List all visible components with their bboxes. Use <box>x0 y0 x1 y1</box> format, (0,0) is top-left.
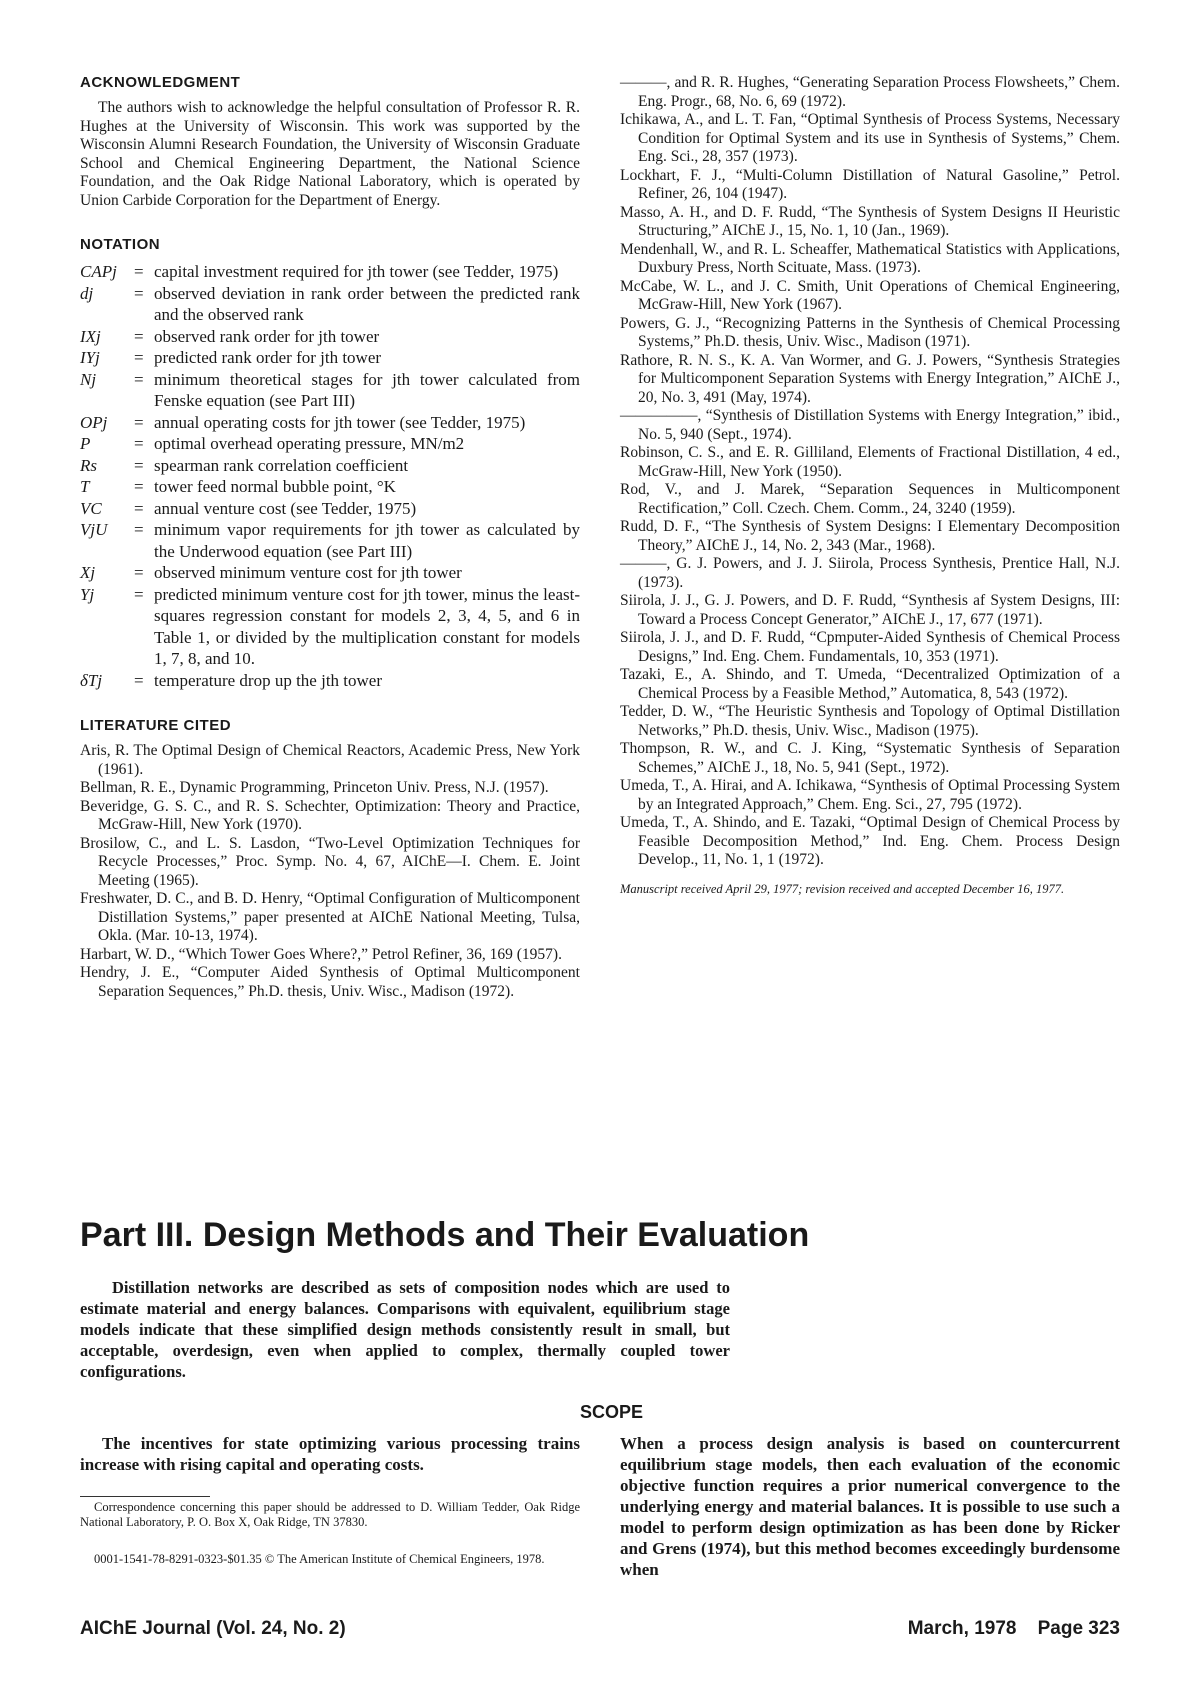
notation-equals: = <box>134 262 144 281</box>
notation-row <box>80 562 580 584</box>
notation-definition: minimum theoretical stages for jth tower calculated from Fenske equation (see Part III) <box>154 369 580 410</box>
acknowledgment-text: The authors wish to acknowledge the helpful consultation of Professor R. R. Hughes at the University of Wisconsin. This work was supported by the Wisconsin Alumni Research Foundation, the University of Wisconsin Graduate School and Chemical Engineering Department, the National Science Foundation, and the Oak Ridge National Laboratory, which is operated by Union Carbide Corporation for the Department of Energy. <box>80 99 580 209</box>
notation-symbol: T <box>80 477 90 496</box>
notation-symbol: IXj <box>80 326 101 346</box>
notation-definition: temperature drop up the jth tower <box>154 670 383 690</box>
notation-symbol: CAPj <box>80 262 117 281</box>
notation-definition: observed minimum venture cost for jth tower <box>154 563 462 582</box>
reference-list-left <box>80 742 580 1001</box>
left-column <box>80 74 580 1001</box>
abstract: Distillation networks are described as sets of composition nodes which are used to estimate material and energy balances. Comparisons with equivalent, equilibrium stage models indicate that these simplified design methods consistently result in small, but acceptable, overdesign, even when applied to complex, thermally coupled tower configurations. <box>80 1278 730 1381</box>
notation-symbol: Xj <box>80 563 96 582</box>
notation-list <box>80 261 580 691</box>
notation-equals: = <box>134 369 144 389</box>
notation-definition: observed deviation in rank order between the predicted rank and the observed rank <box>154 283 580 324</box>
reference-item: Rathore, R. N. S., K. A. Van Wormer, and G. J. Powers, “Synthesis Strategies for Multicomponent Separation Systems with Energy Integration,” AIChE J., 20, No. 3, 491 (May, 1974). <box>620 351 1120 406</box>
notation-symbol: OPj <box>80 412 108 432</box>
notation-definition: annual operating costs for jth tower (see Tedder, 1975) <box>154 412 526 432</box>
notation-equals: = <box>134 348 144 367</box>
reference-item: Robinson, C. S., and E. R. Gilliland, Elements of Fractional Distillation, 4 ed., McGraw-Hill, New York (1950). <box>620 444 1120 480</box>
reference-item: Lockhart, F. J., “Multi-Column Distillation of Natural Gasoline,” Petrol. Refiner, 26, 104 (1947). <box>620 166 1120 202</box>
notation-heading: NOTATION <box>80 236 161 253</box>
reference-item: Rudd, D. F., “The Synthesis of System Designs: I Elementary Decomposition Theory,” AIChE J., 14, No. 2, 343 (Mar., 1968). <box>620 518 1120 554</box>
reference-item: Siirola, J. J., G. J. Powers, and D. F. Rudd, “Synthesis af System Designs, III: Toward a Process Concept Generator,” AIChE J., 17, 677 (1971). <box>620 592 1120 628</box>
notation-symbol: Yj <box>80 584 95 604</box>
literature-heading: LITERATURE CITED <box>80 717 232 734</box>
notation-equals: = <box>134 563 144 582</box>
reference-item: Hendry, J. E., “Computer Aided Synthesis of Optimal Multicomponent Separation Sequences,” Ph.D. thesis, Univ. Wisc., Madison (1972). <box>80 964 580 1000</box>
notation-row <box>80 261 580 283</box>
notation-definition: optimal overhead operating pressure, MN/m2 <box>154 434 465 453</box>
notation-equals: = <box>134 455 144 475</box>
reference-item: Umeda, T., A. Shindo, and E. Tazaki, “Optimal Design of Chemical Process by Feasible Decomposition Method,” Ind. Eng. Chem. Process Design Develop., 11, No. 1, 1 (1972). <box>620 814 1120 868</box>
reference-item: Ichikawa, A., and L. T. Fan, “Optimal Synthesis of Process Systems, Necessary Condition for Optimal System and its use in Synthesis of Systems,” Chem. Eng. Sci., 28, 357 (1973). <box>620 111 1120 165</box>
notation-row <box>80 670 580 692</box>
reference-item: Bellman, R. E., Dynamic Programming, Princeton Univ. Press, N.J. (1957). <box>80 779 549 796</box>
reference-item: Powers, G. J., “Recognizing Patterns in the Synthesis of Chemical Processing Systems,” Ph.D. thesis, Univ. Wisc., Madison (1971). <box>620 314 1120 350</box>
right-column <box>620 74 1120 897</box>
notation-row <box>80 347 580 369</box>
reference-item: Aris, R. The Optimal Design of Chemical Reactors, Academic Press, New York (1961). <box>80 742 580 778</box>
scope-text-left: The incentives for state optimizing various processing trains increase with rising capital and operating costs. <box>80 1434 580 1474</box>
notation-symbol: VC <box>80 498 102 518</box>
notation-equals: = <box>134 412 144 432</box>
notation-symbol: dj <box>80 283 94 303</box>
reference-item: ———, and R. R. Hughes, “Generating Separation Process Flowsheets,” Chem. Eng. Progr., 68, No. 6, 69 (1972). <box>620 74 1120 110</box>
notation-equals: = <box>134 283 144 303</box>
notation-row <box>80 476 580 498</box>
notation-equals: = <box>134 584 144 604</box>
notation-row <box>80 455 580 477</box>
reference-item: Thompson, R. W., and C. J. King, “Systematic Synthesis of Separation Schemes,” AIChE J., 18, No. 5, 941 (Sept., 1972). <box>620 740 1120 776</box>
reference-item: Siirola, J. J., and D. F. Rudd, “Cpmputer-Aided Synthesis of Chemical Process Designs,” Ind. Eng. Chem. Fundamentals, 10, 353 (1971). <box>620 629 1120 665</box>
reference-item: Umeda, T., A. Hirai, and A. Ichikawa, “Synthesis of Optimal Processing System by an Integrated Approach,” Chem. Eng. Sci., 27, 795 (1972). <box>620 777 1120 813</box>
reference-item: Masso, A. H., and D. F. Rudd, “The Synthesis of System Designs II Heuristic Structuring,” AIChE J., 15, No. 1, 10 (Jan., 1969). <box>620 203 1120 239</box>
footnote-rule <box>80 1496 210 1497</box>
notation-definition: observed rank order for jth tower <box>154 326 380 346</box>
notation-definition: capital investment required for jth tower (see Tedder, 1975) <box>154 262 559 281</box>
notation-symbol: P <box>80 434 91 453</box>
notation-equals: = <box>134 477 144 496</box>
reference-item: Rod, V., and J. Marek, “Separation Sequences in Multicomponent Rectification,” Coll. Czech. Chem. Comm., 24, 3240 (1959). <box>620 481 1120 517</box>
notation-row <box>80 519 580 562</box>
reference-list-right <box>620 74 1120 870</box>
notation-definition: tower feed normal bubble point, °K <box>154 477 396 496</box>
notation-row <box>80 326 580 348</box>
footer-date-page: March, 1978 Page 323 <box>907 1618 1120 1639</box>
reference-item: McCabe, W. L., and J. C. Smith, Unit Operations of Chemical Engineering, McGraw-Hill, New York (1967). <box>620 277 1120 313</box>
notation-row <box>80 584 580 670</box>
notation-row <box>80 433 580 455</box>
reference-item: —————, “Synthesis of Distillation Systems with Energy Integration,” ibid., No. 5, 940 (Sept., 1974). <box>620 407 1120 443</box>
notation-row <box>80 283 580 326</box>
notation-equals: = <box>134 520 144 539</box>
reference-item: Freshwater, D. C., and B. D. Henry, “Optimal Configuration of Multicomponent Distillation Systems,” paper presented at AIChE National Meeting, Tulsa, Okla. (Mar. 10-13, 1974). <box>80 890 580 944</box>
notation-definition: spearman rank correlation coefficient <box>154 455 409 475</box>
notation-definition: predicted minimum venture cost for jth tower, minus the least-squares regression constant for models 2, 3, 4, 5, and 6 in Table 1, or divided by the multiplication constant for models 1, 7, 8, and 10. <box>154 584 580 668</box>
notation-row <box>80 369 580 412</box>
notation-definition: predicted rank order for jth tower <box>154 348 382 367</box>
part-title: Part III. Design Methods and Their Evaluation <box>80 1216 810 1254</box>
reference-item: Mendenhall, W., and R. L. Scheaffer, Mathematical Statistics with Applications, Duxbury Press, North Scituate, Mass. (1973). <box>620 240 1120 276</box>
notation-row <box>80 498 580 520</box>
notation-equals: = <box>134 434 144 453</box>
notation-definition: annual venture cost (see Tedder, 1975) <box>154 498 417 518</box>
scope-heading: SCOPE <box>580 1402 644 1422</box>
notation-symbol: IYj <box>80 348 100 367</box>
copyright-footnote: 0001-1541-78-8291-0323-$01.35 © The American Institute of Chemical Engineers, 1978. <box>94 1552 545 1566</box>
reference-item: Tazaki, E., A. Shindo, and T. Umeda, “Decentralized Optimization of a Chemical Process by a Feasible Method,” Automatica, 8, 543 (1972). <box>620 666 1120 702</box>
reference-item: Tedder, D. W., “The Heuristic Synthesis and Topology of Optimal Distillation Networks,” Ph.D. thesis, Univ. Wisc., Madison (1975). <box>620 703 1120 739</box>
correspondence-footnote: Correspondence concerning this paper should be addressed to D. William Tedder, Oak Ridge National Laboratory, P. O. Box X, Oak Ridge, TN 37830. <box>80 1500 580 1529</box>
footer-journal: AIChE Journal (Vol. 24, No. 2) <box>80 1618 346 1639</box>
notation-row <box>80 412 580 434</box>
notation-symbol: Rs <box>80 455 97 475</box>
acknowledgment-heading: ACKNOWLEDGMENT <box>80 74 241 91</box>
notation-equals: = <box>134 670 144 690</box>
manuscript-note: Manuscript received April 29, 1977; revision received and accepted December 16, 1977. <box>620 881 1065 896</box>
reference-item: ———, G. J. Powers, and J. J. Siirola, Process Synthesis, Prentice Hall, N.J. (1973). <box>620 555 1120 591</box>
reference-item: Brosilow, C., and L. S. Lasdon, “Two-Level Optimization Techniques for Recycle Processes,” Proc. Symp. No. 4, 67, AIChE—I. Chem. E. Joint Meeting (1965). <box>80 834 580 889</box>
reference-item: Beveridge, G. S. C., and R. S. Schechter, Optimization: Theory and Practice, McGraw-Hill, New York (1970). <box>80 797 580 833</box>
notation-equals: = <box>134 326 144 346</box>
reference-item: Harbart, W. D., “Which Tower Goes Where?,” Petrol Refiner, 36, 169 (1957). <box>80 945 562 963</box>
notation-symbol: δTj <box>80 670 103 690</box>
notation-symbol: Nj <box>80 369 97 389</box>
notation-symbol: VjU <box>80 520 108 539</box>
notation-definition: minimum vapor requirements for jth tower as calculated by the Underwood equation (see Part III) <box>154 520 580 561</box>
notation-equals: = <box>134 498 144 518</box>
scope-text-right: When a process design analysis is based on countercurrent equilibrium stage models, then each evaluation of the economic objective function requires a prior numerical convergence to the underlying energy and material balances. It is possible to use such a model to perform design optimization as has been done by Ricker and Grens (1974), but this method becomes exceedingly burdensome when <box>620 1434 1120 1579</box>
